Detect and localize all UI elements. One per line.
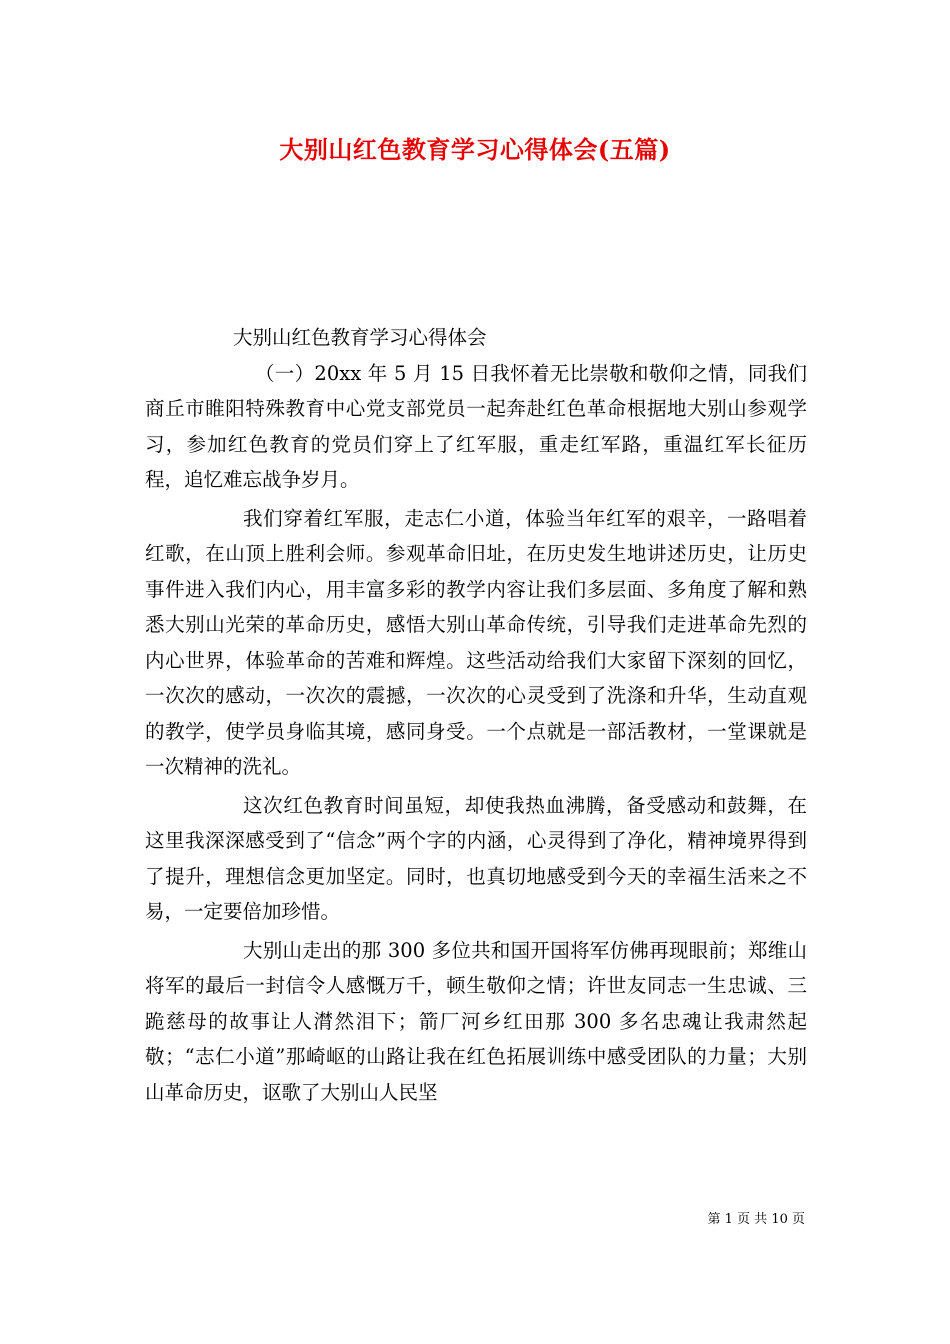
paragraph-2: 我们穿着红军服，走志仁小道，体验当年红军的艰辛，一路唱着红歌，在山顶上胜利会师。参观革命旧址，在历史发生地讲述历史，让历史事件进入我们内心，用丰富多彩的教学内容让我们多层面、多角度了解和熟悉大别山光荣的革命历史，感悟大别山革命传统，引导我们走进革命先烈的内心世界，体验革命的苦难和辉煌。这些活动给我们大家留下深刻的回忆，一次次的感动，一次次的震撼，一次次的心灵受到了洗涤和升华，生动直观的教学，使学员身临其境，感同身受。一个点就是一部活教材，一堂课就是一次精神的洗礼。	[145, 506, 807, 778]
document-title: 大别山红色教育学习心得体会(五篇)	[279, 135, 671, 164]
document-body	[145, 320, 807, 1110]
page-number: 第 1 页 共 10 页	[707, 1212, 805, 1227]
paragraph-4: 大别山走出的那 300 多位共和国开国将军仿佛再现眼前；郑维山将军的最后一封信令人感慨万千，顿生敬仰之情；许世友同志一生忠诚、三跪慈母的故事让人潸然泪下；箭厂河乡红田那 300 多名忠魂让我肃然起敬；“志仁小道”那崎岖的山路让我在红色拓展训练中感受团队的力量；大别山革命历史，讴歌了大别山人民坚	[145, 938, 807, 1104]
paragraph-1: （一）20xx 年 5 月 15 日我怀着无比崇敬和敬仰之情，同我们商丘市睢阳特殊教育中心党支部党员一起奔赴红色革命根据地大别山参观学习，参加红色教育的党员们穿上了红军服，重走红军路，重温红军长征历程，追忆难忘战争岁月。	[145, 361, 807, 491]
document-subtitle: 大别山红色教育学习心得体会	[233, 326, 487, 349]
paragraph-3: 这次红色教育时间虽短，却使我热血沸腾，备受感动和鼓舞，在这里我深深感受到了“信念”两个字的内涵，心灵得到了净化，精神境界得到了提升，理想信念更加坚定。同时，也真切地感受到今天的幸福生活来之不易，一定要倍加珍惜。	[145, 793, 807, 923]
